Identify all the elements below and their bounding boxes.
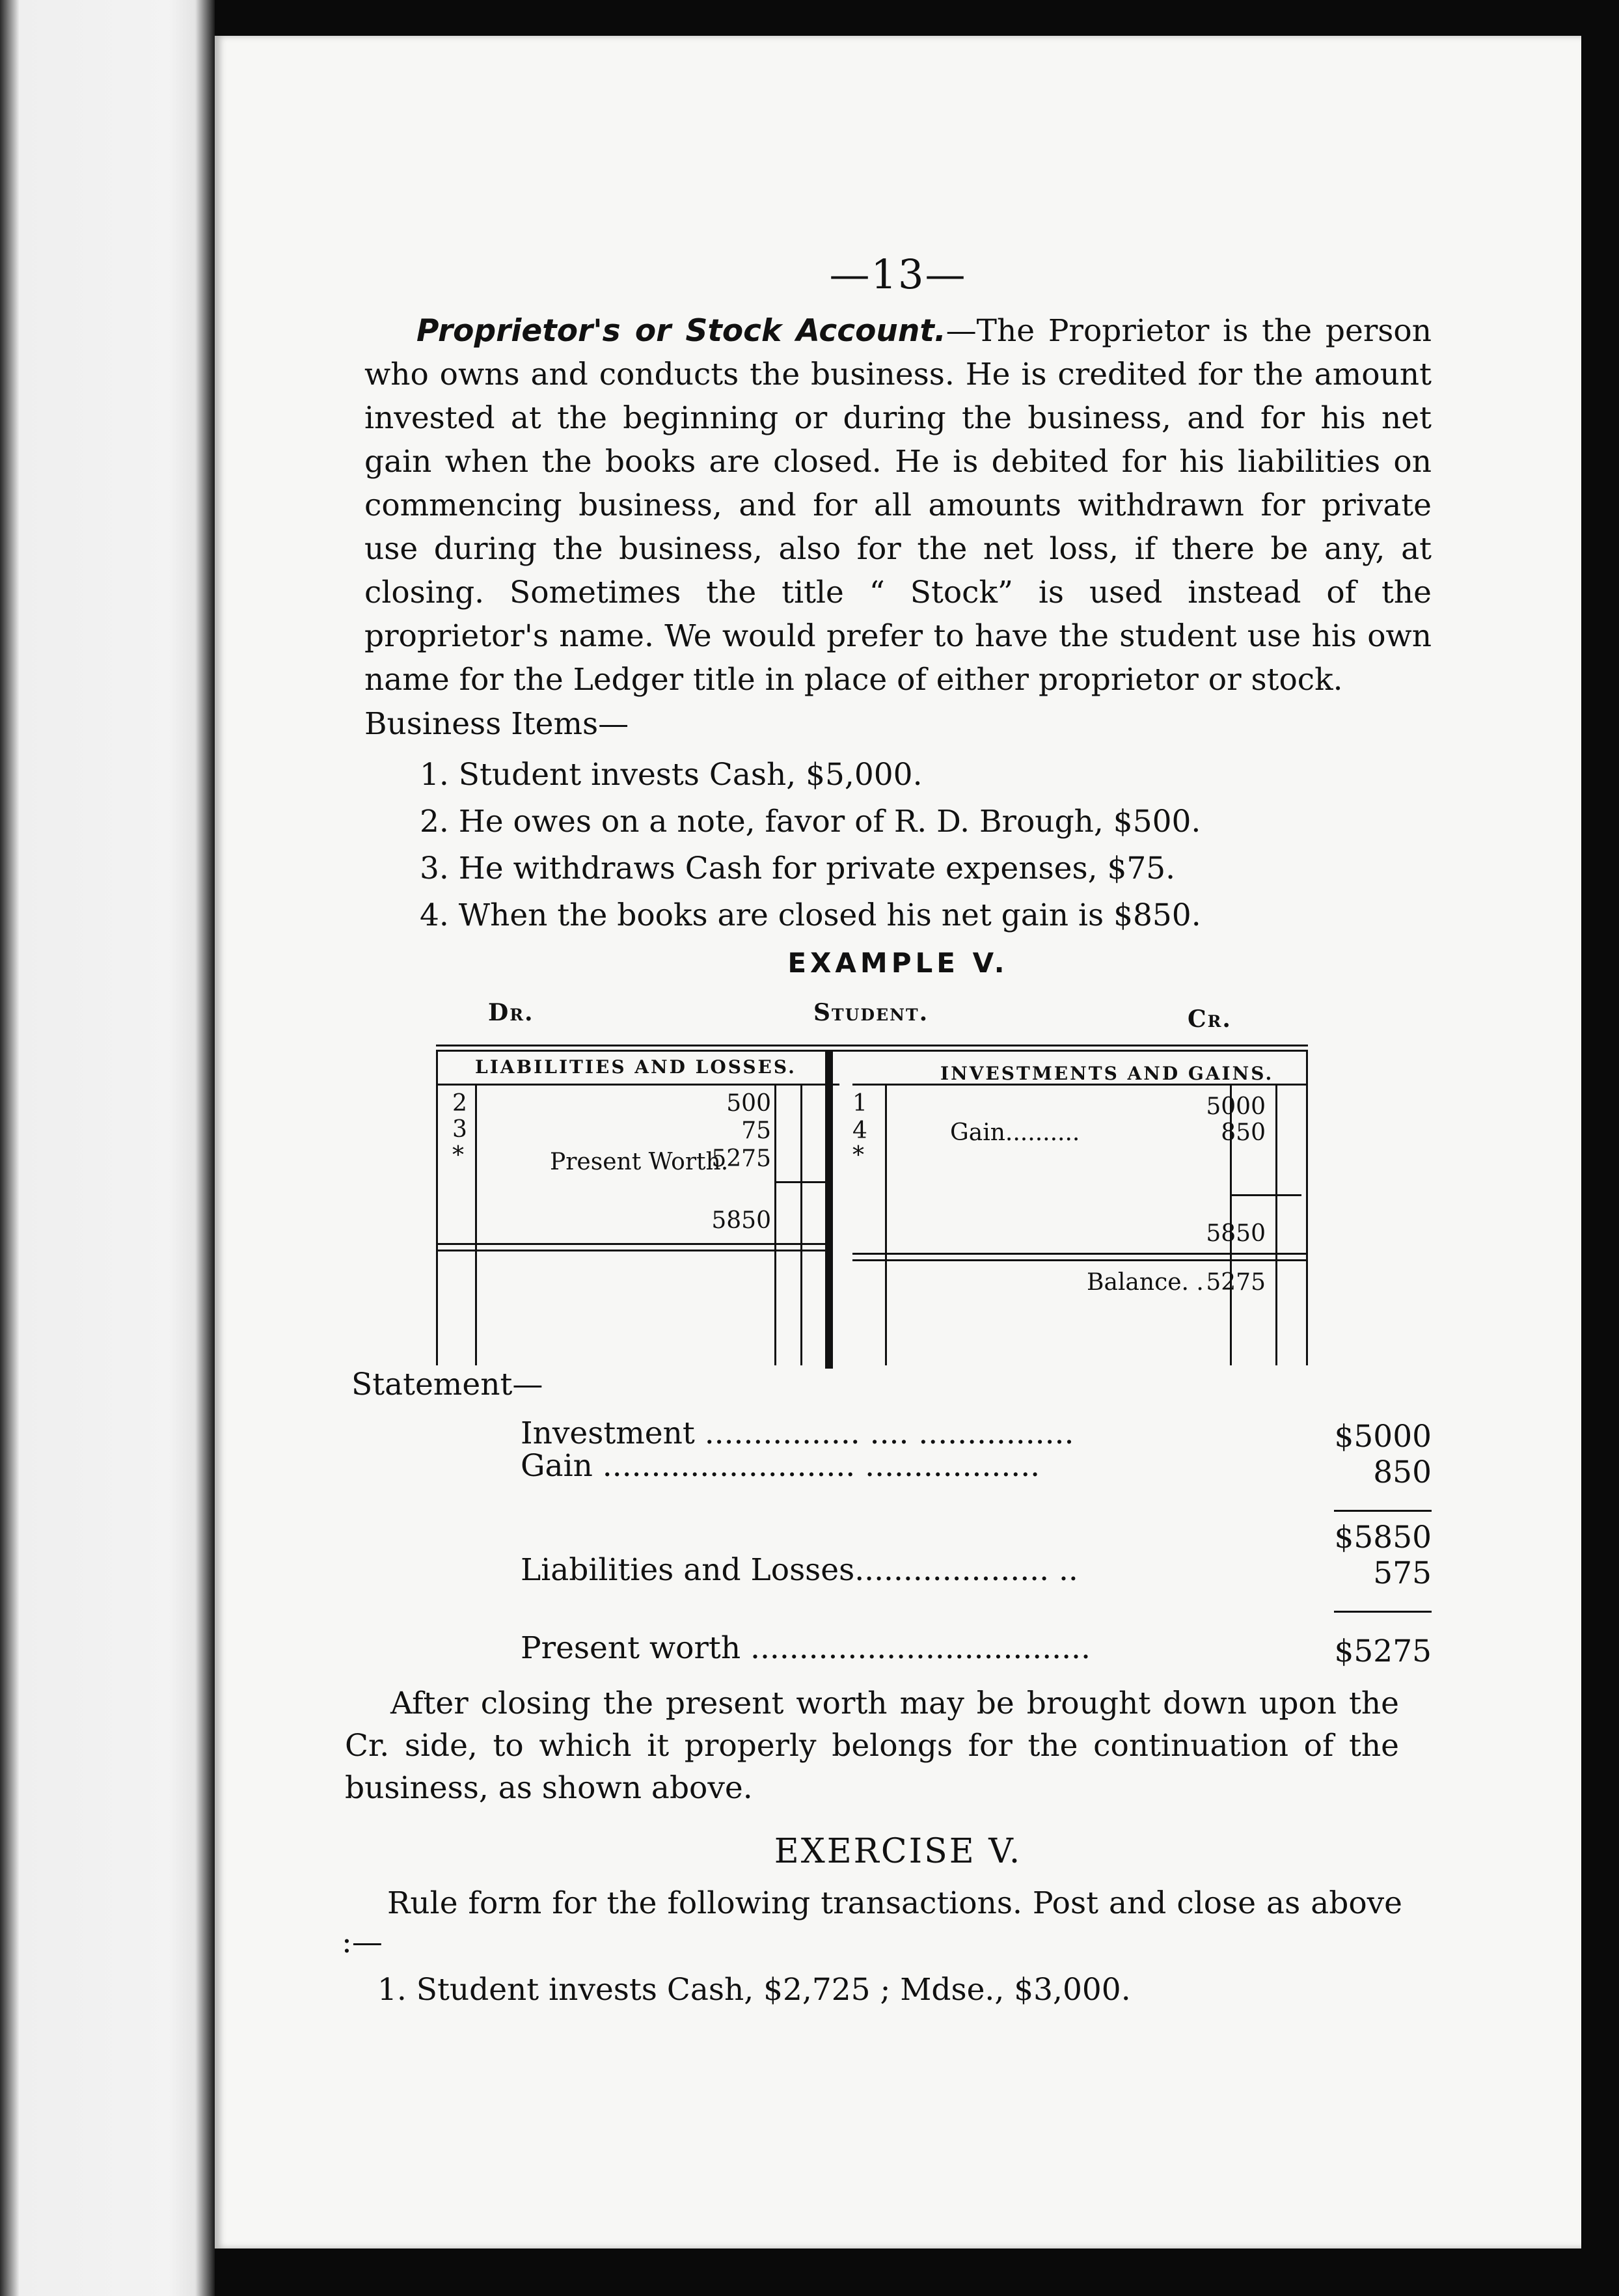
business-items-heading: Business Items— xyxy=(364,706,629,742)
right-amount: 5000 xyxy=(1206,1093,1266,1120)
ledger-dr-label: Dr. xyxy=(488,999,534,1026)
intro-paragraph xyxy=(364,309,1432,702)
exercise-item: 1. Student invests Cash, $2,725 ; Mdse., $3,000. xyxy=(377,1972,1131,2008)
left-amount: 5275 xyxy=(711,1145,771,1172)
subtotal-rule xyxy=(1334,1510,1432,1512)
after-closing-paragraph: After closing the present worth may be brought down upon the Cr. side, to which it properly belongs for the continuation of the business, as shown above. xyxy=(345,1686,1399,1806)
ledger-cr-label: Cr. xyxy=(1188,1005,1232,1033)
balance-label: Balance. . xyxy=(1087,1269,1204,1296)
list-item: 2. He owes on a note, favor of R. D. Brough, $500. xyxy=(420,804,1201,840)
right-column-heading: INVESTMENTS AND GAINS. xyxy=(940,1063,1274,1084)
investment-amount: $5000 xyxy=(1334,1419,1432,1455)
ledger-t-account xyxy=(436,1045,1308,1370)
left-ref: * xyxy=(452,1142,464,1169)
liabilities-amount: 575 xyxy=(1373,1555,1432,1591)
list-item: 3. He withdraws Cash for private expenses, $75. xyxy=(420,851,1176,886)
right-ref: 4 xyxy=(852,1117,867,1144)
left-amount: 500 xyxy=(726,1090,771,1117)
left-total: 5850 xyxy=(711,1207,771,1234)
right-total: 5850 xyxy=(1206,1220,1266,1247)
left-ref: 2 xyxy=(452,1090,467,1117)
subtotal-amount: $5850 xyxy=(1334,1520,1432,1555)
exercise-instruction: Rule form for the following transactions. Post and close as above :— xyxy=(342,1885,1402,1960)
balance-amount: 5275 xyxy=(1206,1269,1266,1296)
gain-amount: 850 xyxy=(1373,1455,1432,1490)
intro-body: —The Proprietor is the person who owns and conducts the business. He is credited for the amount invested at the beginning or during the business, and for his net gain when the books are closed. He is debited for his liabilities on commencing business, and for all amounts withdrawn for private use during the business, also for the net loss, if there be any, at closing. Sometimes the title “ Stock” is used instead of the proprietor's name. We would prefer to have the student use his own name for the Ledger title in place of either proprietor or stock. xyxy=(364,313,1432,698)
left-amount: 75 xyxy=(741,1117,771,1144)
right-ref: 1 xyxy=(852,1090,867,1117)
ledger-account-name: Student. xyxy=(813,999,929,1026)
book-page xyxy=(215,36,1581,2248)
exercise-title: EXERCISE V. xyxy=(774,1832,1022,1871)
page-number: —13— xyxy=(829,251,967,298)
list-item: 4. When the books are closed his net gain is $850. xyxy=(420,897,1201,933)
scan-binding-edge xyxy=(0,0,215,2296)
right-description: Gain.......... xyxy=(950,1119,1080,1146)
right-amount: 850 xyxy=(1221,1119,1266,1146)
right-ref: * xyxy=(852,1142,864,1169)
list-item: 1. Student invests Cash, $5,000. xyxy=(420,757,923,793)
business-items-list xyxy=(420,752,1201,939)
section-lead: Proprietor's or Stock Account. xyxy=(416,313,946,349)
gain-label: Gain .......................... .................. xyxy=(521,1448,1041,1484)
statement-heading: Statement— xyxy=(351,1367,543,1402)
liabilities-label: Liabilities and Losses.................... .. xyxy=(521,1552,1078,1588)
present-worth-label: Present worth ................................... xyxy=(521,1630,1091,1666)
investment-label: Investment ................ .... ................ xyxy=(521,1415,1074,1451)
example-title: EXAMPLE V. xyxy=(787,947,1009,979)
present-worth-amount: $5275 xyxy=(1334,1633,1432,1669)
left-column-heading: LIABILITIES AND LOSSES. xyxy=(475,1056,796,1078)
left-ref: 3 xyxy=(452,1116,467,1143)
left-description: Present Worth. xyxy=(550,1149,729,1175)
worth-rule xyxy=(1334,1611,1432,1613)
